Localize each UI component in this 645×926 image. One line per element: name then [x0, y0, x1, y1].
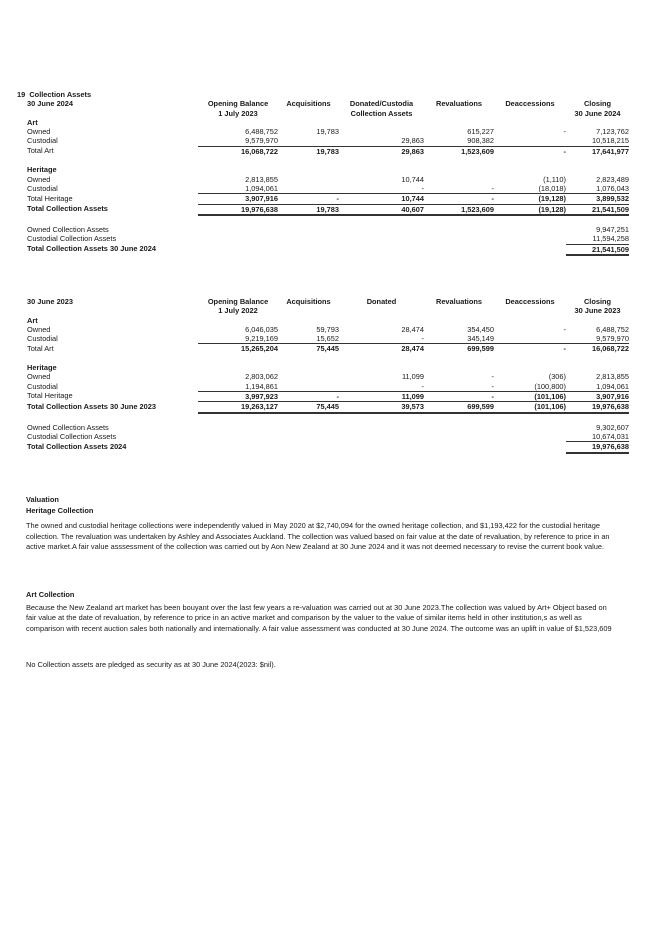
section-heading-heritage: Heritage [27, 363, 57, 373]
note-title: Collection Assets [29, 90, 92, 99]
col-header-acquisitions: Acquisitions [286, 297, 331, 306]
note-heading [17, 90, 198, 99]
art-collection-section [26, 590, 618, 634]
summary-row: Owned Collection Assets 9,302,607 [27, 422, 629, 432]
summary-total-row: Total Collection Assets 2024 19,976,638 [27, 441, 629, 452]
table-row-grand-total: Total Collection Assets 30 June 2023 19,263,127 75,445 39,573 699,599 (101,106) 19,976,638 [27, 401, 629, 412]
art-collection-heading: Art Collection [26, 590, 75, 599]
table-row: Custodial 1,194,861 - - (100,800) 1,094,061 [27, 381, 629, 391]
col-header-deaccessions: Deaccessions [505, 297, 555, 306]
section-heading-art: Art [27, 315, 38, 325]
table-row: Custodial 9,219,169 15,652 - 345,149 9,579,970 [27, 334, 629, 344]
col-header-closing: Closing 30 June 2023 [574, 297, 621, 316]
table-row-total: Total Art 15,265,204 75,445 28,474 699,599 - 16,068,722 [27, 343, 629, 354]
table-row-total: Total Heritage 3,997,923 - 11,099 - (101,106) 3,907,916 [27, 391, 629, 401]
period-label-2024: 30 June 2024 [27, 99, 74, 109]
summary-total-row: Total Collection Assets 30 June 2024 21,541,509 [27, 244, 629, 254]
note-number: 19 [17, 90, 26, 99]
table-row: Owned 2,813,855 10,744 (1,110) 2,823,489 [27, 174, 629, 184]
valuation-heading: Valuation [26, 495, 59, 504]
col-header-opening: Opening Balance 1 July 2023 [207, 99, 269, 118]
art-collection-text: Because the New Zealand art market has been bouyant over the last few years a re-valuation was carried out at 30 June 2023.The collection was valued by Art+ Object based on fair value at the date of revaluation, by reference to price in an active market and comparison by the valuer to the value of similar items held in other institution,s as well as comparison with recent auction sales both nationally and internationally. A fair value assessment was conducted at 30 June 2024. The outcome was an uplift in value of $1,523,609 [26, 602, 612, 633]
pledge-note [26, 660, 618, 671]
col-header-revaluations: Revaluations [435, 297, 482, 306]
col-header-revaluations: Revaluations [435, 99, 482, 109]
section-heading-art: Art [27, 117, 38, 127]
summary-row: Owned Collection Assets 9,947,251 [27, 225, 629, 235]
table-row: Custodial 1,094,061 - - (18,018) 1,076,043 [27, 183, 629, 193]
valuation-section [26, 495, 618, 553]
summary-row: Custodial Collection Assets 11,594,258 [27, 234, 629, 244]
table-row: Owned 2,803,062 11,099 - (306) 2,813,855 [27, 372, 629, 382]
heritage-collection-heading: Heritage Collection [26, 505, 94, 515]
summary-row: Custodial Collection Assets 10,674,031 [27, 432, 629, 442]
collection-assets-2024-table [17, 90, 629, 256]
col-header-closing: Closing 30 June 2024 [574, 99, 621, 118]
table-row: Owned 6,046,035 59,793 28,474 354,450 - 6,488,752 [27, 324, 629, 334]
table-row: Custodial 9,579,970 29,863 908,382 10,518,215 [27, 136, 629, 146]
col-header-donated: Donated [366, 297, 397, 306]
col-header-acquisitions: Acquisitions [286, 99, 331, 109]
table-row: Owned 6,488,752 19,783 615,227 - 7,123,762 [27, 127, 629, 137]
pledge-text: No Collection assets are pledged as security as at 30 June 2024(2023: $nil). [26, 660, 276, 669]
table-row-grand-total: Total Collection Assets 19,976,638 19,783 40,607 1,523,609 (19,128) 21,541,509 [27, 204, 629, 214]
collection-assets-2023-table [17, 297, 629, 454]
table-row-total: Total Heritage 3,907,916 - 10,744 - (19,128) 3,899,532 [27, 193, 629, 204]
heritage-collection-text: The owned and custodial heritage collections were independently valued in May 2020 at $2,740,094 for the owned heritage collection, and $1,193,422 for the custodial heritage collection. The revaluation was undertaken by Ashley and Associates Auckland. The collection was valued based on fair value at the date of revaluation, by reference to price in an active market.A fair value asssessment of the collection was carried out by Aon New Zealand at 30 June 2024 and it was not deemed necessary to revise the current book value. [26, 521, 610, 551]
period-label-2023: 30 June 2023 [27, 297, 74, 306]
section-heading-heritage: Heritage [27, 165, 57, 175]
col-header-donated: Donated/Custodia Collection Assets [349, 99, 414, 118]
col-header-deaccessions: Deaccessions [505, 99, 555, 109]
table-row-total: Total Art 16,068,722 19,783 29,863 1,523,609 - 17,641,977 [27, 146, 629, 156]
col-header-opening: Opening Balance 1 July 2022 [207, 297, 269, 316]
